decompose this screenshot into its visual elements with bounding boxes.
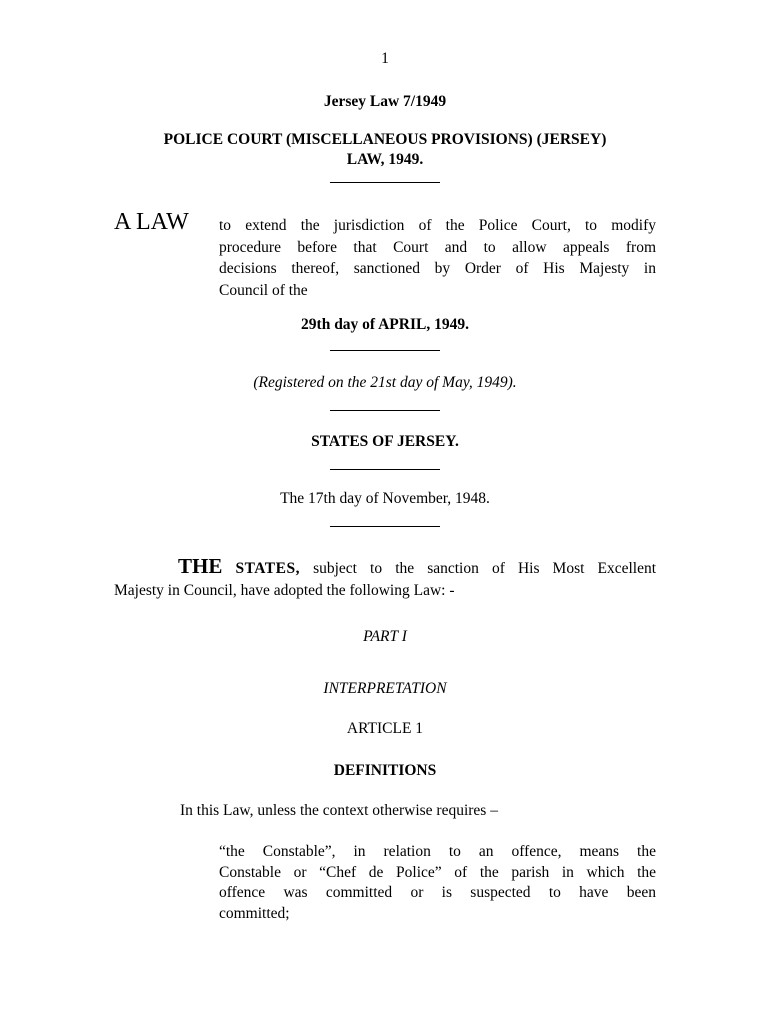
enacting-text: subject to the sanction of His Most Excellent: [313, 560, 657, 577]
separator-rule: [330, 350, 440, 351]
preamble-line: Council of the: [219, 281, 308, 299]
law-reference: Jersey Law 7/1949: [323, 93, 447, 110]
article-title: DEFINITIONS: [333, 762, 437, 779]
sanction-date: 29th day of APRIL, 1949.: [301, 316, 469, 333]
states-heading: STATES OF JERSEY.: [311, 433, 459, 450]
part-title: INTERPRETATION: [323, 680, 447, 697]
preamble-line: procedure before that Court and to allow appeals from: [219, 238, 656, 256]
separator-rule: [330, 526, 440, 527]
definition-line: committed;: [219, 904, 290, 922]
definitions-intro: In this Law, unless the context otherwise requires –: [180, 802, 498, 819]
preamble: [219, 215, 656, 301]
part-heading: PART I: [363, 628, 407, 645]
enacting-line-1: [114, 555, 656, 580]
preamble-line: to extend the jurisdiction of the Police Court, to modify: [219, 217, 656, 234]
registration-note: (Registered on the 21st day of May, 1949).: [253, 374, 517, 391]
enacting-clause: [114, 555, 656, 602]
article-heading: ARTICLE 1: [346, 720, 424, 737]
definition-line: Constable or “Chef de Police” of the parish in which the: [219, 863, 656, 881]
definition-line: offence was committed or is suspected to have been: [219, 884, 656, 901]
preamble-line: decisions thereof, sanctioned by Order of His Majesty in: [219, 260, 656, 277]
law-title-line-2: LAW, 1949.: [346, 151, 424, 168]
a-law-heading: A LAW: [114, 209, 189, 235]
separator-rule: [330, 182, 440, 183]
enacting-the: THE: [178, 554, 223, 578]
enacting-states: STATES,: [235, 560, 300, 577]
law-title-line-1: POLICE COURT (MISCELLANEOUS PROVISIONS) (JERSEY): [163, 131, 607, 148]
definition-constable: [219, 842, 656, 924]
enacting-line-2: Majesty in Council, have adopted the following Law: -: [114, 582, 455, 599]
separator-rule: [330, 469, 440, 470]
separator-rule: [330, 410, 440, 411]
definition-line: “the Constable”, in relation to an offence, means the: [219, 843, 656, 860]
adopted-date: The 17th day of November, 1948.: [280, 490, 490, 507]
page-number: 1: [381, 50, 389, 67]
